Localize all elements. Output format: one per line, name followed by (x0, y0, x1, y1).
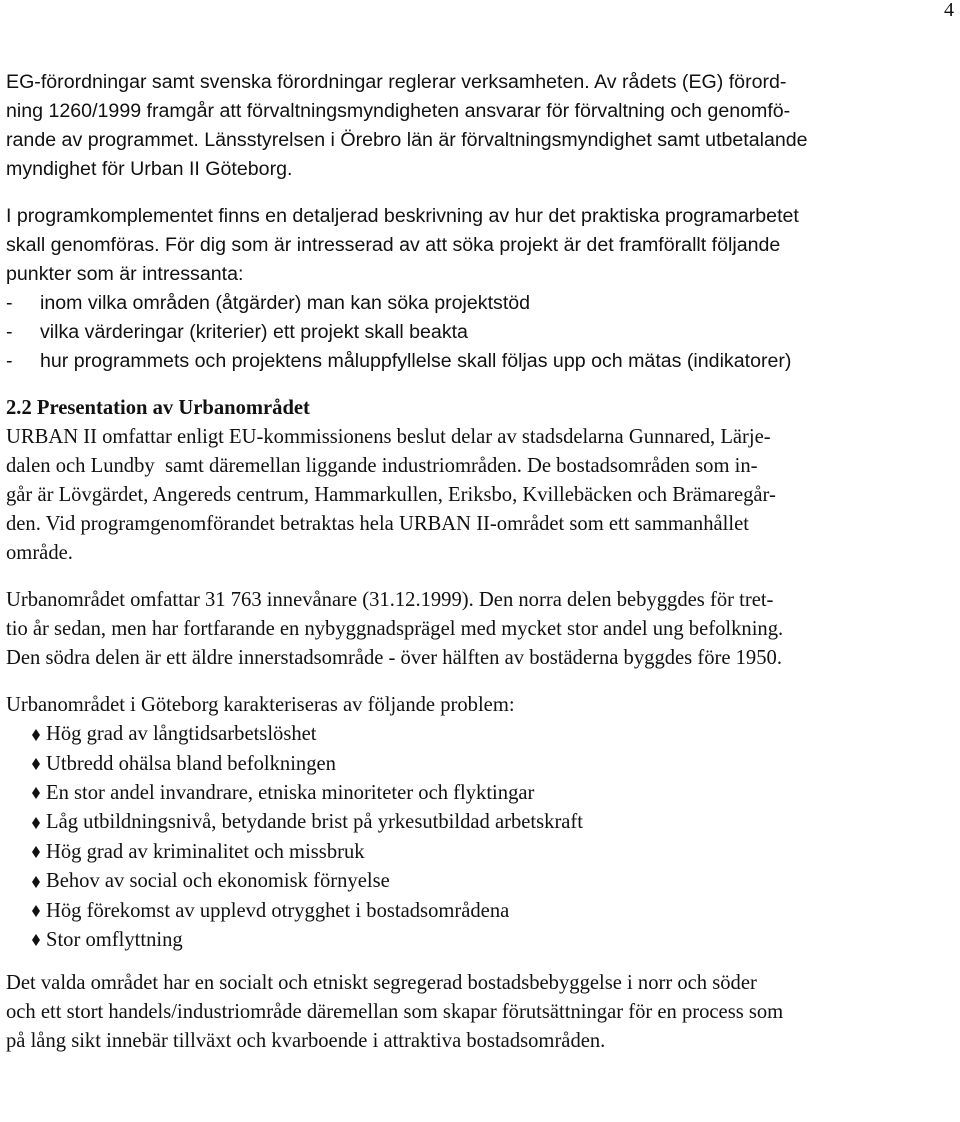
problems-list-text: Behov av social och ekonomisk förnyelse (46, 870, 390, 893)
text-line: rande av programmet. Länsstyrelsen i Örebro län är förvaltningsmyndighet samt utbetalande (6, 129, 808, 151)
intro-paragraph (6, 68, 952, 184)
text-line: dalen och Lundby samt däremellan liggande industriområden. De bostadsområden som in- (6, 455, 758, 477)
text-line: på lång sikt innebär tillväxt och kvarboende i attraktiva bostadsområden. (6, 1030, 606, 1053)
text-line: EG-förordningar samt svenska förordningar reglerar verksamheten. Av rådets (EG) förord- (6, 71, 787, 93)
text-line: myndighet för Urban II Göteborg. (6, 158, 293, 180)
closing-paragraph (6, 969, 952, 1056)
problems-list-text: En stor andel invandrare, etniska minoriteter och flyktingar (46, 781, 535, 804)
dash-list-item (6, 347, 952, 376)
dash-list-item (6, 318, 952, 347)
diamond-bullet-icon (6, 720, 46, 749)
area-description-paragraph (6, 423, 952, 568)
text-line: Urbanområdet omfattar 31 763 innevånare (31.12.1999). Den norra delen bebyggdes för tret- (6, 589, 774, 611)
document-body (6, 68, 952, 1056)
dash-marker: - (6, 350, 13, 372)
text-line: den. Vid programgenomförandet betraktas hela URBAN II-området som ett sammanhållet (6, 513, 749, 535)
diamond-bullet-icon (6, 808, 46, 837)
problems-list-text: Utbredd ohälsa bland befolkningen (46, 752, 336, 775)
dash-marker: - (6, 292, 13, 314)
problems-intro: Urbanområdet i Göteborg karakteriseras av följande problem: (6, 694, 515, 716)
problems-list (6, 720, 952, 955)
page-number: 4 (944, 0, 954, 21)
problems-list-item (6, 779, 952, 808)
problems-list-text: Hög förekomst av upplevd otrygghet i bostadsområdena (46, 899, 510, 922)
problems-list-item (6, 896, 952, 925)
text-line: ning 1260/1999 framgår att förvaltningsmyndigheten ansvarar för förvaltning och genomfö- (6, 100, 791, 122)
dash-list-text: hur programmets och projektens måluppfyllelse skall följas upp och mätas (indikatorer) (40, 350, 792, 372)
problems-list-text: Hög grad av långtidsarbetslöshet (46, 723, 317, 746)
dash-marker: - (6, 321, 13, 343)
problems-list-item (6, 808, 952, 837)
text-line: går är Lövgärdet, Angereds centrum, Hammarkullen, Eriksbo, Kvillebäcken och Brämaregår- (6, 484, 776, 506)
text-line: och ett stort handels/industriområde däremellan som skapar förutsättningar för en process som (6, 1001, 784, 1024)
problems-list-item (6, 838, 952, 867)
text-line: I programkomplementet finns en detaljerad beskrivning av hur det praktiska programarbetet (6, 205, 799, 227)
problems-list-text: Hög grad av kriminalitet och missbruk (46, 840, 365, 863)
text-line: område. (6, 542, 73, 564)
text-line: skall genomföras. För dig som är intresserad av att söka projekt är det framförallt följande (6, 234, 781, 256)
diamond-bullet-icon (6, 897, 46, 926)
text-line: tio år sedan, men har fortfarande en nybyggnadsprägel med mycket stor andel ung befolkning. (6, 618, 784, 640)
dash-list-text: vilka värderingar (kriterier) ett projekt skall beakta (40, 321, 468, 343)
section-heading: 2.2 Presentation av Urbanområdet (6, 397, 310, 419)
diamond-bullet-icon (6, 867, 46, 896)
problems-list-item (6, 926, 952, 955)
diamond-bullet-icon (6, 838, 46, 867)
problems-list-item (6, 749, 952, 778)
problems-list-item (6, 867, 952, 896)
program-complement-paragraph (6, 202, 952, 376)
problems-list-text: Stor omflyttning (46, 928, 183, 951)
diamond-bullet-icon (6, 926, 46, 955)
text-line: punkter som är intressanta: (6, 263, 244, 285)
text-line: Det valda området har en socialt och etniskt segregerad bostadsbebyggelse i norr och söder (6, 972, 757, 995)
problems-list-item (6, 720, 952, 749)
dash-list-item (6, 289, 952, 318)
problems-list-text: Låg utbildningsnivå, betydande brist på yrkesutbildad arbetskraft (46, 811, 584, 834)
text-line: URBAN II omfattar enligt EU-kommissionens beslut delar av stadsdelarna Gunnared, Lärje- (6, 426, 771, 448)
diamond-bullet-icon (6, 750, 46, 779)
dash-list-text: inom vilka områden (åtgärder) man kan söka projektstöd (40, 292, 531, 314)
text-line: Den södra delen är ett äldre innerstadsområde - över hälften av bostäderna byggdes före 1950. (6, 647, 782, 669)
diamond-bullet-icon (6, 779, 46, 808)
population-paragraph (6, 586, 952, 673)
